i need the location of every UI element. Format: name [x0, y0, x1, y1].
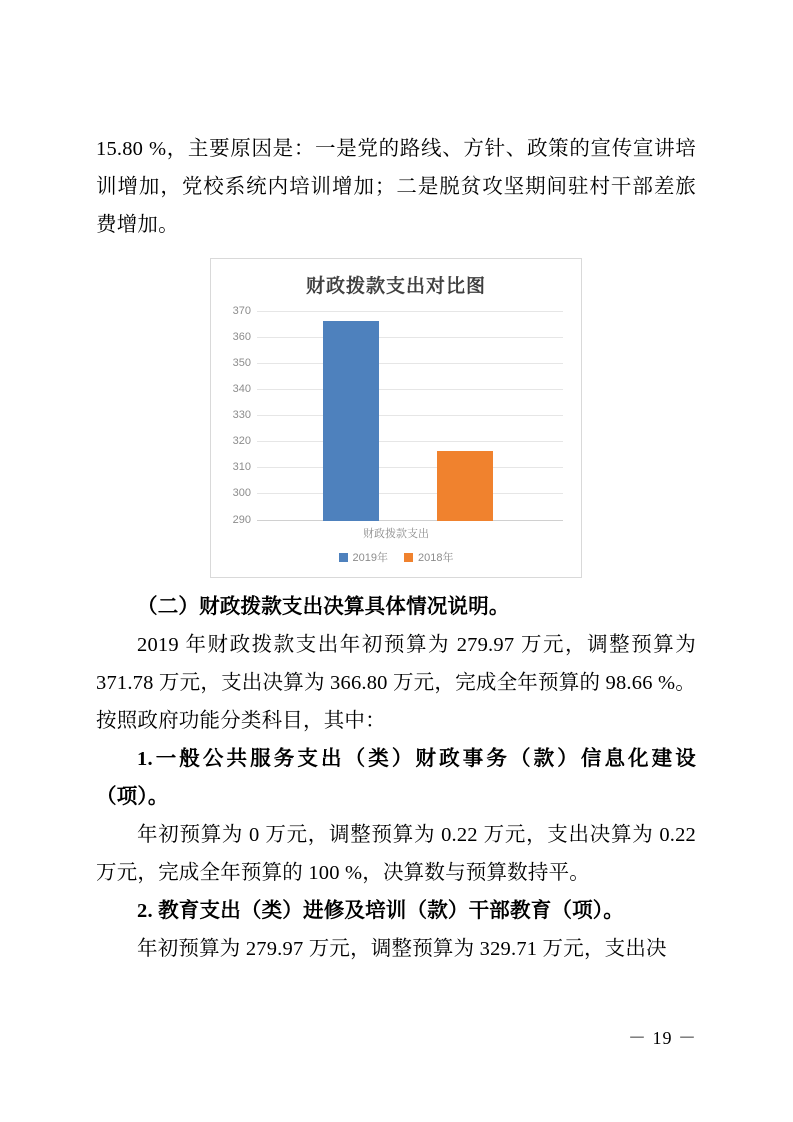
page-number: － 19 －: [628, 1028, 697, 1048]
legend-swatch-icon: [404, 553, 413, 562]
chart-plot-area: [232, 305, 563, 526]
page-content: [96, 130, 696, 968]
y-tick-label: 360: [232, 331, 251, 343]
bar-2019: [323, 321, 379, 521]
bar-2018: [437, 451, 493, 521]
paragraph-1: 15.80 %，主要原因是：一是党的路线、方针、政策的宣传宣讲培训增加，党校系统内培训增加；二是脱贫攻坚期间驻村干部差旅费增加。: [96, 138, 696, 236]
y-tick-label: 340: [232, 383, 251, 395]
y-tick-label: 370: [232, 305, 251, 317]
y-tick-label: 300: [232, 487, 251, 499]
paragraph-5: 年初预算为 0 万元，调整预算为 0.22 万元，支出决算为 0.22 万元，完成全年预算的 100 %，决算数与预算数持平。: [96, 824, 696, 884]
paragraph-6-heading: 2. 教育支出（类）进修及培训（款）干部教育（项）。: [137, 900, 624, 922]
bar-chart: [210, 258, 582, 578]
y-tick-label: 290: [232, 514, 251, 526]
paragraph-3: 2019 年财政拨款支出年初预算为 279.97 万元，调整预算为 371.78 万元，支出决算为 366.80 万元，完成全年预算的 98.66 %。按照政府功能分类科目，其中：: [96, 634, 696, 732]
chart-container: [96, 258, 696, 578]
paragraph-2-heading: （二）财政拨款支出决算具体情况说明。: [137, 596, 510, 618]
y-tick-label: 310: [232, 461, 251, 473]
chart-title: 财政拨款支出对比图: [305, 276, 486, 297]
legend-label: 2018年: [418, 552, 454, 564]
y-tick-label: 330: [232, 409, 251, 421]
paragraph-7: 年初预算为 279.97 万元，调整预算为 329.71 万元，支出决: [137, 938, 667, 960]
legend-label: 2019年: [352, 552, 388, 564]
chart-legend: [211, 549, 581, 565]
legend-swatch-icon: [339, 553, 348, 562]
bar-group: [257, 311, 563, 521]
y-tick-label: 350: [232, 357, 251, 369]
legend-item-2019: [339, 549, 388, 565]
paragraph-4-heading: 1.一般公共服务支出（类）财政事务（款）信息化建设（项）。: [96, 748, 696, 808]
y-tick-label: 320: [232, 435, 251, 447]
legend-item-2018: [404, 549, 453, 565]
category-label: 财政拨款支出: [363, 528, 429, 540]
